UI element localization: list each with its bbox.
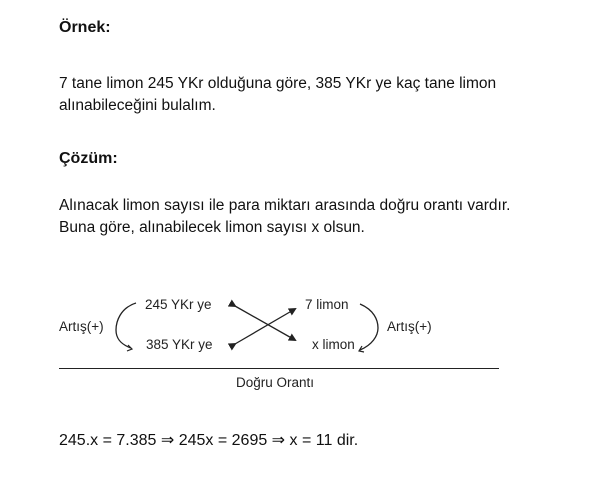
direct-proportion-caption: Doğru Orantı [236, 375, 315, 390]
lemon-top-label: 7 limon [305, 297, 349, 312]
solution-heading: Çözüm: [59, 150, 118, 167]
example-heading: Örnek: [59, 19, 111, 36]
money-top-label: 245 YKr ye [145, 297, 212, 312]
left-increase-label: Artış(+) [59, 319, 104, 334]
lemon-bottom-label: x limon [312, 337, 355, 352]
right-increase-label: Artış(+) [387, 319, 432, 334]
cross-arrow-down-icon [235, 306, 295, 340]
money-bottom-label: 385 YKr ye [146, 337, 213, 352]
cross-arrow-up-icon [235, 309, 295, 344]
right-bracket-icon [360, 304, 378, 350]
solution-equation: 245.x = 7.385 ⇒ 245x = 2695 ⇒ x = 11 dir. [59, 432, 359, 449]
diagram-divider [59, 368, 499, 369]
solution-explanation: Alınacak limon sayısı ile para miktarı arasında doğru orantı vardır. Buna göre, alınabilecek limon sayısı x olsun. [59, 197, 511, 236]
problem-statement: 7 tane limon 245 YKr olduğuna göre, 385 YKr ye kaç tane limon alınabileceğini bulalım. [59, 75, 497, 114]
left-bracket-icon [116, 303, 136, 348]
